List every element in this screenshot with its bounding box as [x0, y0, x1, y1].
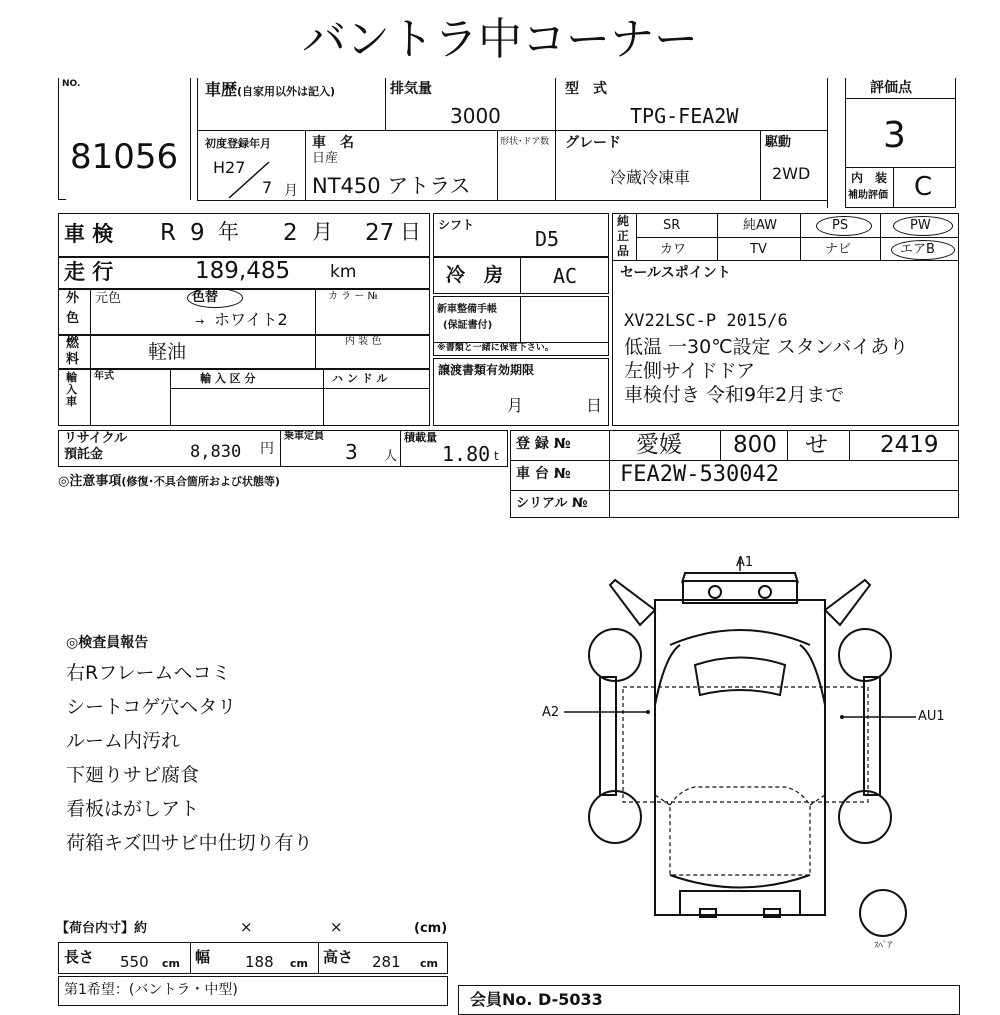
recycle-unit: 円 [260, 441, 274, 457]
model-label: 型 式 [565, 81, 607, 97]
interior-grade: C [914, 172, 933, 202]
registration-region: 愛媛 [636, 432, 682, 458]
registration-kana: せ [805, 432, 828, 458]
inspector-line-3: ルーム内汚れ [66, 730, 181, 752]
model-code: TPG-FEA2W [630, 104, 739, 128]
first-reg-month: 7 [262, 178, 273, 197]
sales-point-line-2: 低温 一30℃設定 スタンバイあり [624, 336, 909, 358]
grade-value: 冷蔵冷凍車 [610, 168, 691, 187]
warranty-note: ※書類と一緒に保管下さい。 [437, 343, 554, 353]
history-note: (自家用以外は記入) [237, 85, 336, 98]
color-label-2: 色 [66, 311, 80, 326]
equipment-item-ps: PS [832, 218, 849, 233]
diagram-label-spare: ｽﾍﾟｱ [874, 941, 893, 951]
cargo-width-label: 幅 [195, 948, 211, 966]
grade-label: グレード [565, 135, 621, 151]
warranty-line-1: 新車整備手帳 [437, 304, 497, 315]
drive-label: 駆動 [765, 135, 792, 150]
recycle-label-1: リサイクル [64, 431, 128, 446]
cargo-label: 【荷台内寸】約 [56, 921, 148, 936]
inspector-line-2: シートコゲ穴ヘタリ [66, 696, 237, 718]
recycle-label-2: 預託金 [64, 447, 104, 462]
mileage-value: 189,485 [195, 258, 291, 284]
equipment-item-leather: カワ [660, 242, 687, 257]
capacity-unit: 人 [384, 449, 398, 464]
import-year-label: 年式 [94, 371, 114, 382]
car-name: NT450 アトラス [312, 174, 471, 198]
cargo-length-label: 長さ [64, 948, 95, 966]
transfer-day-unit: 日 [586, 396, 603, 415]
inspection-month: 2 [283, 220, 298, 246]
cargo-width-value: 188 [245, 953, 274, 971]
drive-value: 2WD [772, 164, 811, 183]
no-label: NO. [62, 79, 81, 89]
chassis-value: FEA2W-530042 [620, 462, 779, 487]
cargo-times-1: × [240, 918, 253, 936]
chassis-label: 車 台 № [516, 466, 571, 482]
transfer-label: 譲渡書類有効期限 [438, 363, 535, 377]
transfer-month-unit: 月 [507, 396, 524, 415]
displacement-label: 排気量 [390, 81, 432, 97]
inspection-era: R [160, 220, 176, 246]
car-name-label: 車 名 [312, 135, 354, 151]
fuel-value: 軽油 [148, 341, 187, 363]
color-label-1: 外 [66, 291, 80, 306]
cargo-height-label: 高さ [323, 948, 354, 966]
cargo-height-unit: cm [420, 957, 438, 970]
import-label: 輸入車 [66, 371, 77, 409]
diagram-label-a2: A2 [542, 705, 560, 720]
notes-label: ◎注意事項 [58, 474, 122, 489]
recycle-value: 8,830 [190, 442, 242, 462]
original-color-label: 元色 [95, 291, 122, 306]
diagram-label-au1: AU1 [918, 709, 945, 724]
score-value: 3 [883, 115, 906, 156]
cargo-width-unit: cm [290, 957, 308, 970]
sales-point-label: セールスポイント [620, 265, 731, 281]
handle-label: ハ ン ド ル [332, 372, 388, 385]
equipment-item-navi: ナビ [825, 242, 852, 257]
inspection-year-unit: 年 [218, 220, 239, 244]
sales-point-line-4: 車検付き 令和9年2月まで [624, 384, 845, 406]
equipment-item-aw: 純AW [743, 218, 778, 233]
sales-point-line-3: 左側サイドドア [624, 360, 756, 382]
first-reg-label: 初度登録年月 [205, 137, 271, 150]
equipment-item-airbag: エアB [900, 242, 935, 257]
cargo-unit-note: (cm) [414, 921, 448, 936]
color-arrow: → [195, 315, 205, 328]
vehicle-damage-diagram [530, 555, 950, 955]
capacity-value: 3 [345, 440, 358, 464]
cargo-length-value: 550 [120, 953, 149, 971]
lot-number: 81056 [70, 137, 179, 177]
equipment-item-sr: SR [663, 218, 681, 233]
interior-label: 内 装 [851, 171, 888, 185]
fuel-label-2: 料 [66, 352, 80, 367]
color-changed-label: 色替 [192, 290, 219, 305]
registration-label: 登 録 № [516, 436, 571, 452]
warranty-line-2: (保証書付) [443, 320, 493, 331]
aircon-label: 冷 房 [446, 264, 504, 286]
load-unit: t [494, 449, 499, 463]
notes-sub-label: (修復･不具合箇所および状態等) [121, 475, 280, 488]
cargo-height-value: 281 [372, 953, 401, 971]
equipment-label-3: 品 [617, 244, 630, 258]
history-label: 車歴 [205, 80, 238, 99]
color-value: ホワイト2 [214, 310, 288, 329]
equipment-label-1: 純 [617, 214, 630, 228]
capacity-label: 乗車定員 [284, 431, 324, 442]
inspector-line-5: 看板はがしアト [66, 798, 200, 820]
serial-label: シリアル № [516, 496, 588, 511]
aircon-value: AC [553, 264, 578, 288]
color-no-label: カ ラ ー № [328, 291, 378, 302]
equipment-item-pw: PW [910, 218, 931, 233]
equipment-item-tv: TV [750, 242, 767, 257]
fuel-label-1: 燃 [66, 336, 80, 351]
cargo-times-2: × [330, 918, 343, 936]
maker: 日産 [312, 151, 339, 166]
inspector-line-4: 下廻りサビ腐食 [66, 764, 200, 786]
mileage-label: 走 行 [64, 260, 114, 284]
inspection-year: 9 [190, 220, 205, 246]
displacement-value: 3000 [450, 104, 501, 128]
registration-number: 2419 [880, 432, 939, 458]
inspection-day: 27 [365, 220, 395, 246]
inspector-line-6: 荷箱キズ凹サビ中仕切り有り [66, 832, 313, 854]
inspection-month-unit: 月 [312, 220, 333, 244]
first-reg-month-unit: 月 [284, 183, 298, 199]
first-wish: 第1希望：(バントラ・中型) [64, 982, 238, 998]
first-reg-era: H27 [213, 158, 246, 177]
score-label: 評価点 [870, 80, 912, 96]
interior-color-label: 内 装 色 [345, 336, 382, 347]
shape-label: 形状･ドア数 [500, 137, 550, 147]
shift-label: シフト [438, 218, 475, 232]
equipment-label-2: 正 [617, 229, 630, 243]
interior-sub-label: 補助評価 [848, 190, 888, 201]
load-value: 1.80 [442, 442, 491, 466]
load-label: 積載量 [404, 431, 437, 444]
page-title: バントラ中コーナー [302, 14, 698, 65]
inspector-title: ◎検査員報告 [66, 635, 149, 651]
inspector-line-1: 右Rフレームヘコミ [66, 662, 231, 684]
shift-value: D5 [535, 227, 560, 251]
inspection-label: 車 検 [64, 222, 114, 246]
registration-class: 800 [733, 432, 777, 458]
inspection-day-unit: 日 [400, 220, 421, 244]
sales-point-line-1: XV22LSC-P 2015/6 [624, 311, 788, 331]
diagram-label-a1: A1 [736, 555, 754, 570]
import-category-label: 輸 入 区 分 [200, 372, 256, 385]
mileage-unit: km [330, 262, 357, 282]
cargo-length-unit: cm [162, 957, 180, 970]
member-number: 会員No. D-5033 [470, 990, 603, 1009]
